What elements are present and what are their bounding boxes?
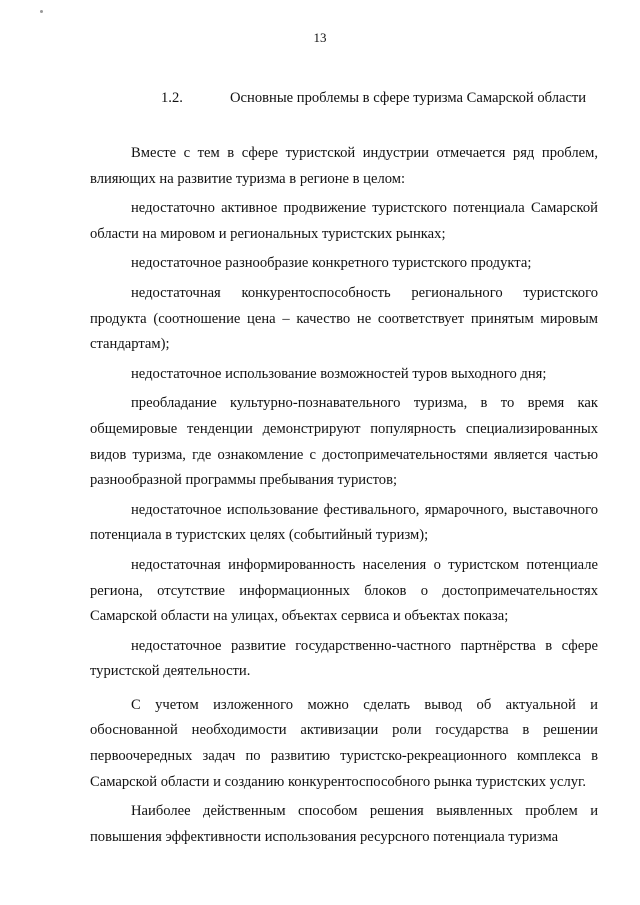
section-heading <box>90 88 598 108</box>
problem-item: недостаточная информированность населения о туристском потенциале региона, отсутствие информационных блоков о достопримечательностях Самарской области на улицах, объектах сервиса и объектах показа; <box>90 556 598 625</box>
problem-item: преобладание культурно-познавательного туризма, в то время как общемировые тенденции демонстрируют популярность специализированных видов туризма, где ознакомление с достопримечательностями является частью разнообразной программы пребывания туристов; <box>90 395 598 489</box>
intro-paragraph: Вместе с тем в сфере туристской индустрии отмечается ряд проблем, влияющих на развитие туризма в регионе в целом: <box>90 145 598 187</box>
scan-mark <box>40 10 43 13</box>
problem-item: недостаточное развитие государственно-частного партнёрства в сфере туристской деятельности. <box>90 637 598 680</box>
document-body <box>90 141 598 850</box>
problem-item: недостаточное использование возможностей туров выходного дня; <box>131 365 547 382</box>
section-number: 1.2. <box>161 90 183 106</box>
problem-item: недостаточное разнообразие конкретного туристского продукта; <box>131 255 532 272</box>
problem-item: недостаточная конкурентоспособность регионального туристского продукта (соотношение цена – качество не соответствует принятым мировым стандартам); <box>90 284 598 353</box>
section-title: Основные проблемы в сфере туризма Самарской области <box>230 90 587 106</box>
problem-item: недостаточное использование фестивального, ярмарочного, выставочного потенциала в туристских целях (событийный туризм); <box>90 501 598 544</box>
conclusion-paragraph: С учетом изложенного можно сделать вывод об актуальной и обоснованной необходимости активизации роли государства в решении первоочередных задач по развитию туристско-рекреационного комплекса в Самарской области и созданию конкурентоспособного рынка туристских услуг. <box>90 696 598 790</box>
problem-item: недостаточно активное продвижение туристского потенциала Самарской области на мировом и региональных туристских рынках; <box>90 200 598 242</box>
page-number: 13 <box>313 30 327 45</box>
solution-paragraph: Наиболее действенным способом решения выявленных проблем и повышения эффективности использования ресурсного потенциала туризма <box>90 803 598 845</box>
